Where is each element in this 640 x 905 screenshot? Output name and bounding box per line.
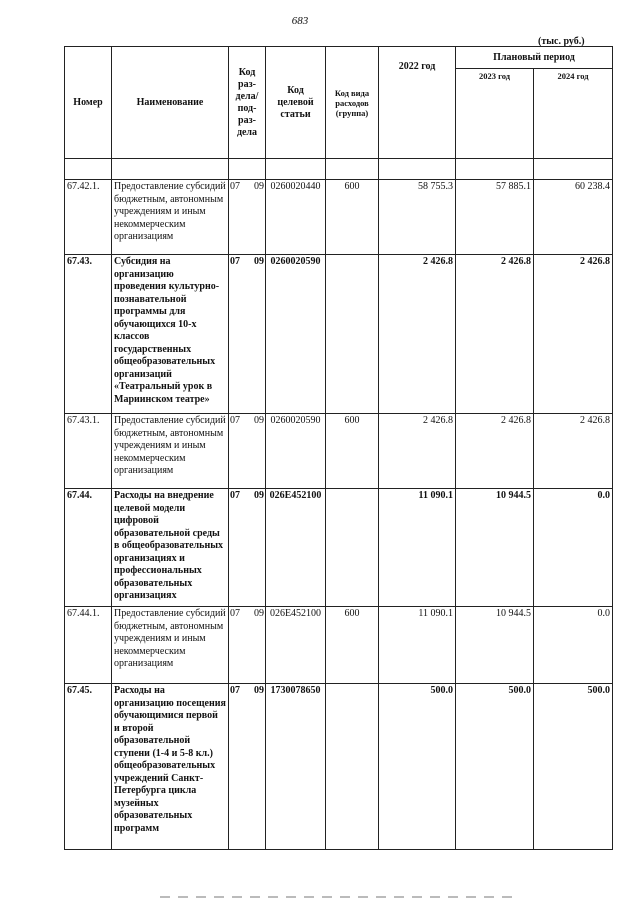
row-section: [229, 255, 266, 414]
row-subsection-code: 09: [254, 490, 264, 501]
row-value-2022: 2 426.8: [379, 414, 456, 489]
row-expense: [326, 255, 379, 414]
row-subsection-code: 09: [254, 256, 264, 267]
row-name: Предоставление субсидий бюджетным, автономным учреждениям и иным некоммерческим организациям: [112, 180, 229, 255]
table-row: [65, 255, 613, 414]
row-subsection-code: 09: [254, 415, 264, 426]
table-row: [65, 180, 613, 255]
row-value-2022: 58 755.3: [379, 180, 456, 255]
row-target: 026E452100: [266, 607, 326, 684]
header-planned-period: Плановый период: [456, 47, 613, 69]
row-value-2023: 10 944.5: [456, 489, 534, 607]
row-section: [229, 684, 266, 850]
row-number: 67.44.1.: [65, 607, 112, 684]
row-number: 67.44.: [65, 489, 112, 607]
row-name: Субсидия на организацию проведения культурно-познавательной программы для обучающихся 10-х классов государственных общеобразовательных организаций «Театральный урок в Мариинском театре»: [112, 255, 229, 414]
table-spacer-row: [65, 159, 613, 180]
row-section-code: 07: [230, 685, 240, 696]
row-section: [229, 607, 266, 684]
row-expense: 600: [326, 414, 379, 489]
units-label: (тыс. руб.): [538, 36, 585, 47]
row-subsection-code: 09: [254, 181, 264, 192]
row-value-2023: 500.0: [456, 684, 534, 850]
row-value-2024: 500.0: [534, 684, 613, 850]
row-section: [229, 414, 266, 489]
row-section-code: 07: [230, 415, 240, 426]
header-year-2022: 2022 год: [379, 47, 456, 159]
row-number: 67.43.1.: [65, 414, 112, 489]
row-value-2022: 11 090.1: [379, 489, 456, 607]
row-target: 026E452100: [266, 489, 326, 607]
row-value-2024: 0.0: [534, 489, 613, 607]
row-expense: 600: [326, 607, 379, 684]
row-value-2023: 2 426.8: [456, 414, 534, 489]
header-year-2023: 2023 год: [456, 69, 534, 159]
row-value-2024: 2 426.8: [534, 255, 613, 414]
row-number: 67.45.: [65, 684, 112, 850]
row-value-2024: 60 238.4: [534, 180, 613, 255]
row-value-2022: 500.0: [379, 684, 456, 850]
row-section-code: 07: [230, 490, 240, 501]
row-expense: [326, 684, 379, 850]
row-section-code: 07: [230, 256, 240, 267]
row-target: 0260020590: [266, 414, 326, 489]
row-number: 67.43.: [65, 255, 112, 414]
row-subsection-code: 09: [254, 685, 264, 696]
row-section-code: 07: [230, 181, 240, 192]
row-target: 0260020440: [266, 180, 326, 255]
row-expense: [326, 489, 379, 607]
row-name: Предоставление субсидий бюджетным, автономным учреждениям и иным некоммерческим организациям: [112, 607, 229, 684]
row-value-2023: 10 944.5: [456, 607, 534, 684]
table-row: [65, 414, 613, 489]
header-year-2024: 2024 год: [534, 69, 613, 159]
row-number: 67.42.1.: [65, 180, 112, 255]
row-section: [229, 180, 266, 255]
table-row: [65, 607, 613, 684]
header-number: Номер: [65, 47, 112, 159]
row-subsection-code: 09: [254, 608, 264, 619]
row-name: Предоставление субсидий бюджетным, автономным учреждениям и иным некоммерческим организациям: [112, 414, 229, 489]
row-section: [229, 489, 266, 607]
row-value-2022: 2 426.8: [379, 255, 456, 414]
row-value-2022: 11 090.1: [379, 607, 456, 684]
table-row: [65, 684, 613, 850]
row-target: 0260020590: [266, 255, 326, 414]
row-expense: 600: [326, 180, 379, 255]
row-value-2023: 2 426.8: [456, 255, 534, 414]
row-target: 1730078650: [266, 684, 326, 850]
row-name: Расходы на организацию посещения обучающимися первой и второй образовательной ступени (1-4 и 5-8 кл.) общеобразовательных учреждений Санкт-Петербурга цикла музейных образовательных программ: [112, 684, 229, 850]
row-value-2024: 2 426.8: [534, 414, 613, 489]
table-row: [65, 489, 613, 607]
budget-table: [64, 46, 613, 850]
row-section-code: 07: [230, 608, 240, 619]
header-name: Наименование: [112, 47, 229, 159]
header-target-code: Код целевой статьи: [266, 47, 326, 159]
header-section-code: Код раз-дела/ под-раз-дела: [229, 47, 266, 159]
row-value-2024: 0.0: [534, 607, 613, 684]
page-number: 683: [291, 15, 309, 27]
bottom-scan-artifact: [160, 896, 520, 898]
header-expense-code: Код вида расходов (группа): [326, 47, 379, 159]
row-value-2023: 57 885.1: [456, 180, 534, 255]
row-name: Расходы на внедрение целевой модели цифровой образовательной среды в общеобразовательных организациях и профессиональных образовательных организациях: [112, 489, 229, 607]
